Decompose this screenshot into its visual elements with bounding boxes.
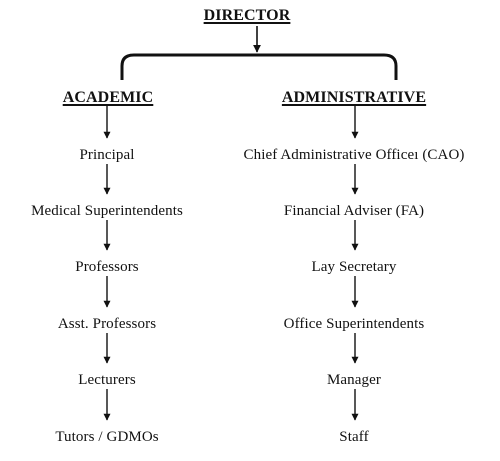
- academic-item-lecturers: Lecturers: [78, 372, 136, 388]
- academic-item-tutors-gdmos: Tutors / GDMOs: [55, 429, 159, 445]
- admin-item-staff: Staff: [339, 429, 369, 445]
- academic-item-principal: Principal: [79, 147, 135, 163]
- academic-item-professors: Professors: [75, 259, 139, 275]
- admin-item-financial-adviser: Financial Adviser (FA): [283, 203, 425, 219]
- director-heading: DIRECTOR: [203, 7, 291, 24]
- admin-item-manager: Manager: [326, 372, 382, 388]
- branch-bracket: [122, 55, 396, 80]
- admin-item-office-superintendents: Office Superintendents: [283, 316, 425, 332]
- admin-item-cao: Chief Administrative Officeı (CAO): [243, 147, 465, 163]
- academic-heading: ACADEMIC: [62, 89, 154, 106]
- academic-item-asst-professors: Asst. Professors: [57, 316, 157, 332]
- administrative-heading: ADMINISTRATIVE: [281, 89, 427, 106]
- admin-item-lay-secretary: Lay Secretary: [311, 259, 397, 275]
- academic-item-medical-superintendents: Medical Superintendents: [31, 203, 183, 219]
